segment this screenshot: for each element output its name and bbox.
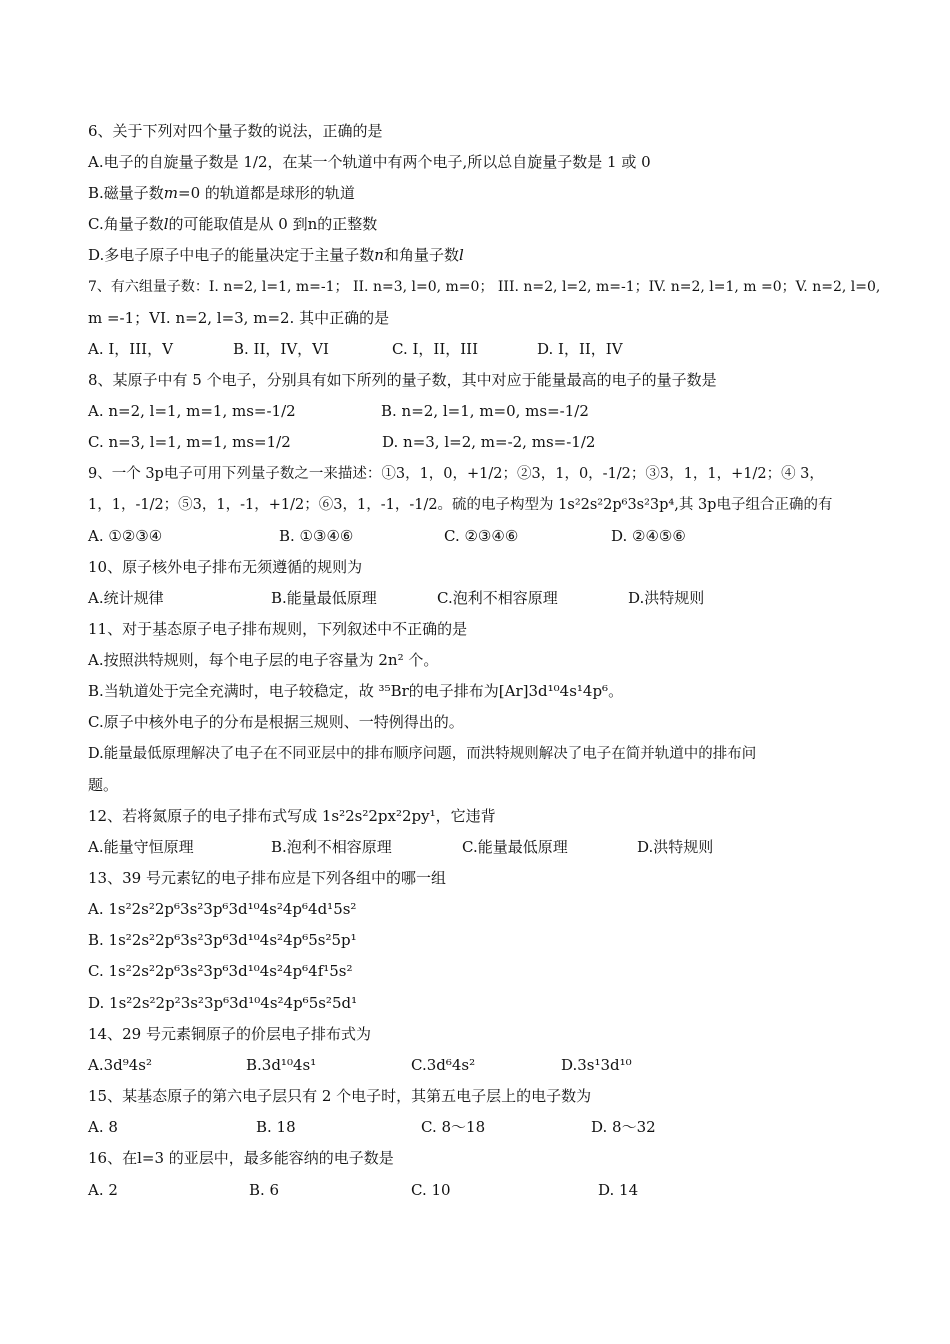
q11-option-c: C.原子中核外电子的分布是根据三规则、一特例得出的。 [88, 713, 464, 731]
q7-line1: 7、有六组量子数：I. n=2, l=1, m=-1； II. n=3, l=0, m=0； III. n=2, l=2, m=-1；IV. n=2, l=1, m =0；V. n=2, l=0, [88, 279, 881, 295]
q8-stem: 8、某原子中有 5 个电子，分别具有如下所列的量子数，其中对应于能量最高的电子的量子数是 [88, 371, 717, 389]
q8-option-b: B. n=2, l=1, m=0, ms=-1/2 [381, 402, 589, 420]
q11-option-b: B.当轨道处于完全充满时，电子较稳定，故 ³⁵Br的电子排布为[Ar]3d¹⁰4s¹4p⁶。 [88, 682, 624, 700]
q6-option-b [88, 183, 355, 203]
q9-option-b: B. ①③④⑥ [279, 527, 354, 545]
q6-c-pre: C.角量子数 [88, 215, 164, 233]
q15-stem: 15、某基态原子的第六电子层只有 2 个电子时，其第五电子层上的电子数为 [88, 1087, 592, 1105]
q14-option-c: C.3d⁶4s² [411, 1056, 476, 1074]
q6-option-a: A.电子的自旋量子数是 1/2，在某一个轨道中有两个电子,所以总自旋量子数是 1 或 0 [88, 153, 651, 171]
q6-c-var2: n [307, 215, 318, 233]
q6-b-pre: B.磁量子数 [88, 184, 164, 202]
q7-option-c: C. I，II，III [392, 340, 479, 358]
q11-option-d-line2: 题。 [88, 776, 119, 794]
q6-option-c [88, 214, 377, 234]
q6-c-post: 的正整数 [317, 215, 378, 233]
q6-b-post: =0 的轨道都是球形的轨道 [178, 184, 355, 202]
q10-option-a: A.统计规律 [88, 589, 164, 607]
q13-stem: 13、39 号元素钇的电子排布应是下列各组中的哪一组 [88, 869, 446, 887]
q6-c-mid: 的可能取值是从 0 到 [168, 215, 308, 233]
q13-option-d: D. 1s²2s²2p²3s²3p⁶3d¹⁰4s²4p⁶5s²5d¹ [88, 994, 358, 1012]
q15-option-d: D. 8～32 [591, 1118, 656, 1136]
q14-stem: 14、29 号元素铜原子的价层电子排布式为 [88, 1025, 371, 1043]
q15-option-a: A. 8 [88, 1118, 118, 1136]
q6-d-var2: l [458, 246, 464, 264]
q14-option-a: A.3d⁹4s² [88, 1056, 153, 1074]
q12-stem: 12、若将氮原子的电子排布式写成 1s²2s²2px²2py¹，它违背 [88, 807, 496, 825]
q9-line2: 1，1，-1/2；⑤3，1，-1，+1/2；⑥3，1，-1，-1/2。硫的电子构型为 1s²2s²2p⁶3s²3p⁴,其 3p电子组合正确的有 [88, 497, 833, 513]
q6-d-var1: n [374, 246, 384, 264]
q7-option-a: A. I，III，V [88, 340, 173, 358]
q8-option-a: A. n=2, l=1, m=1, ms=-1/2 [88, 402, 296, 420]
q9-option-d: D. ②④⑤⑥ [611, 527, 686, 545]
q12-option-b: B.泡利不相容原理 [271, 838, 392, 856]
q8-option-c: C. n=3, l=1, m=1, ms=1/2 [88, 433, 291, 451]
q11-option-d-line1: D.能量最低原理解决了电子在不同亚层中的排布顺序问题，而洪特规则解决了电子在简并轨道中的排布问 [88, 746, 757, 762]
q6-stem: 6、关于下列对四个量子数的说法，正确的是 [88, 122, 383, 140]
q13-option-a: A. 1s²2s²2p⁶3s²3p⁶3d¹⁰4s²4p⁶4d¹5s² [88, 900, 357, 918]
q16-stem: 16、在l=3 的亚层中，最多能容纳的电子数是 [88, 1149, 394, 1167]
q15-option-c: C. 8～18 [421, 1118, 486, 1136]
q16-option-b: B. 6 [249, 1181, 280, 1199]
q13-option-b: B. 1s²2s²2p⁶3s²3p⁶3d¹⁰4s²4p⁶5s²5p¹ [88, 931, 357, 949]
q16-option-d: D. 14 [598, 1181, 639, 1199]
q7-option-b: B. II，IV，VI [233, 340, 329, 358]
q7-option-d: D. I，II，IV [537, 340, 623, 358]
q6-d-pre: D.多电子原子中电子的能量决定于主量子数 [88, 246, 375, 264]
q6-c-var1: l [163, 215, 169, 233]
q10-option-d: D.洪特规则 [628, 589, 705, 607]
q10-option-b: B.能量最低原理 [271, 589, 377, 607]
q6-b-var: m [163, 184, 179, 202]
q14-option-b: B.3d¹⁰4s¹ [246, 1056, 317, 1074]
q12-option-a: A.能量守恒原理 [88, 838, 194, 856]
q13-option-c: C. 1s²2s²2p⁶3s²3p⁶3d¹⁰4s²4p⁶4f¹5s² [88, 962, 353, 980]
q6-option-d [88, 245, 464, 265]
q16-option-c: C. 10 [411, 1181, 451, 1199]
q10-stem: 10、原子核外电子排布无须遵循的规则为 [88, 558, 363, 576]
q9-option-a: A. ①②③④ [88, 527, 163, 545]
q14-option-d: D.3s¹3d¹⁰ [561, 1056, 632, 1074]
q7-line2: m =-1；VI. n=2, l=3, m=2. 其中正确的是 [88, 309, 390, 327]
q8-option-d: D. n=3, l=2, m=-2, ms=-1/2 [382, 433, 596, 451]
q11-stem: 11、对于基态原子电子排布规则，下列叙述中不正确的是 [88, 620, 468, 638]
q6-d-mid: 和角量子数 [383, 246, 459, 264]
q15-option-b: B. 18 [256, 1118, 296, 1136]
q12-option-c: C.能量最低原理 [462, 838, 568, 856]
q11-option-a: A.按照洪特规则，每个电子层的电子容量为 2n² 个。 [88, 651, 439, 669]
q10-option-c: C.泡利不相容原理 [437, 589, 558, 607]
q9-line1: 9、一个 3p电子可用下列量子数之一来描述：①3，1，0，+1/2；②3，1，0，-1/2；③3，1，1，+1/2；④ 3， [88, 466, 824, 482]
q16-option-a: A. 2 [88, 1181, 118, 1199]
q12-option-d: D.洪特规则 [637, 838, 714, 856]
q9-option-c: C. ②③④⑥ [444, 527, 519, 545]
